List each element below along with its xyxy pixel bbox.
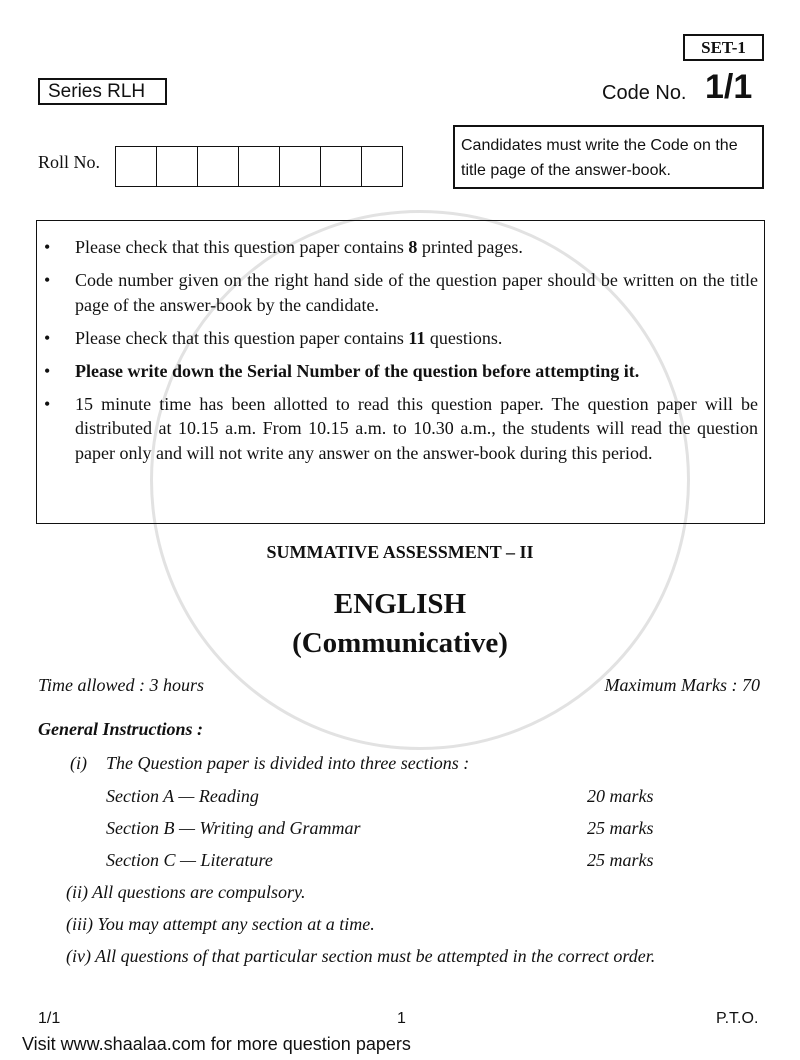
instruction-text-block	[75, 326, 758, 351]
code-label: Code No.	[602, 82, 687, 104]
candidate-note-line: title page of the answer-book.	[461, 162, 671, 179]
section-name: Section B — Writing and Grammar	[106, 818, 361, 838]
bullet-icon: •	[44, 393, 51, 414]
subject-title: ENGLISH	[333, 588, 467, 620]
bullet-icon: •	[44, 360, 51, 381]
instruction-ii: (ii) All questions are compulsory.	[66, 882, 306, 902]
code-value: 1/1	[705, 68, 753, 106]
bullet-icon: •	[44, 270, 51, 290]
instruction-item	[44, 235, 758, 260]
series-label: Series RLH	[38, 78, 167, 105]
instruction-text-block	[75, 359, 758, 384]
instruction-iii: (iii) You may attempt any section at a time.	[66, 914, 375, 934]
footer-visit-link[interactable]: Visit www.shaalaa.com for more question papers	[22, 1034, 411, 1054]
section-name: Section C — Literature	[106, 850, 273, 870]
instruction-text-block	[75, 235, 758, 260]
instruction-text: 11	[408, 327, 426, 348]
instruction-i-number: (i)	[70, 753, 87, 773]
time-allowed: Time allowed : 3 hours	[38, 675, 205, 695]
maximum-marks: Maximum Marks : 70	[604, 675, 760, 695]
instruction-text: 15 minute time has been allotted to read this question paper. The question paper will be distributed at 10.15 a.m. From 10.15 a.m. to 10.30 a.m., the students will read the question paper only and will not write any answer on the answer-book during this period.	[75, 393, 758, 463]
instruction-text: 8	[408, 237, 418, 257]
set-label: SET-1	[683, 34, 764, 61]
instructions-box	[36, 220, 765, 524]
instruction-item	[44, 326, 758, 351]
candidate-note	[453, 125, 764, 189]
section-name: Section A — Reading	[106, 786, 259, 806]
assessment-title: SUMMATIVE ASSESSMENT – II	[266, 542, 534, 562]
roll-number-boxes[interactable]	[115, 146, 403, 187]
instruction-item	[44, 268, 758, 317]
footer-pto: P.T.O.	[716, 1010, 759, 1027]
instruction-i-text: The Question paper is divided into three sections :	[106, 753, 470, 773]
instruction-text-block	[75, 392, 758, 466]
footer-code: 1/1	[38, 1010, 61, 1027]
instruction-text: Please check that this question paper contains	[75, 327, 409, 348]
section-marks: 25 marks	[587, 850, 654, 870]
general-instructions-heading: General Instructions :	[38, 719, 204, 739]
instruction-text-block	[75, 268, 758, 317]
bullet-icon: •	[44, 237, 51, 257]
footer-page-number: 1	[397, 1010, 406, 1027]
roll-label: Roll No.	[38, 152, 101, 172]
instruction-text: Please write down the Serial Number of the question before attempting it.	[75, 360, 640, 381]
candidate-note-line: Candidates must write the Code on the	[461, 137, 738, 154]
bullet-icon: •	[44, 327, 51, 348]
instruction-text: printed pages.	[417, 237, 523, 257]
instruction-text: Please check that this question paper contains	[75, 237, 409, 257]
subject-subtitle: (Communicative)	[292, 627, 508, 659]
instruction-item	[44, 392, 758, 466]
section-marks: 20 marks	[587, 786, 654, 806]
instruction-text: questions.	[425, 327, 503, 348]
instruction-text: Code number given on the right hand side of the question paper should be written on the title page of the answer-book by the candidate.	[75, 270, 758, 315]
instruction-iv: (iv) All questions of that particular section must be attempted in the correct order.	[66, 946, 656, 966]
instruction-item	[44, 359, 758, 384]
section-marks: 25 marks	[587, 818, 654, 838]
